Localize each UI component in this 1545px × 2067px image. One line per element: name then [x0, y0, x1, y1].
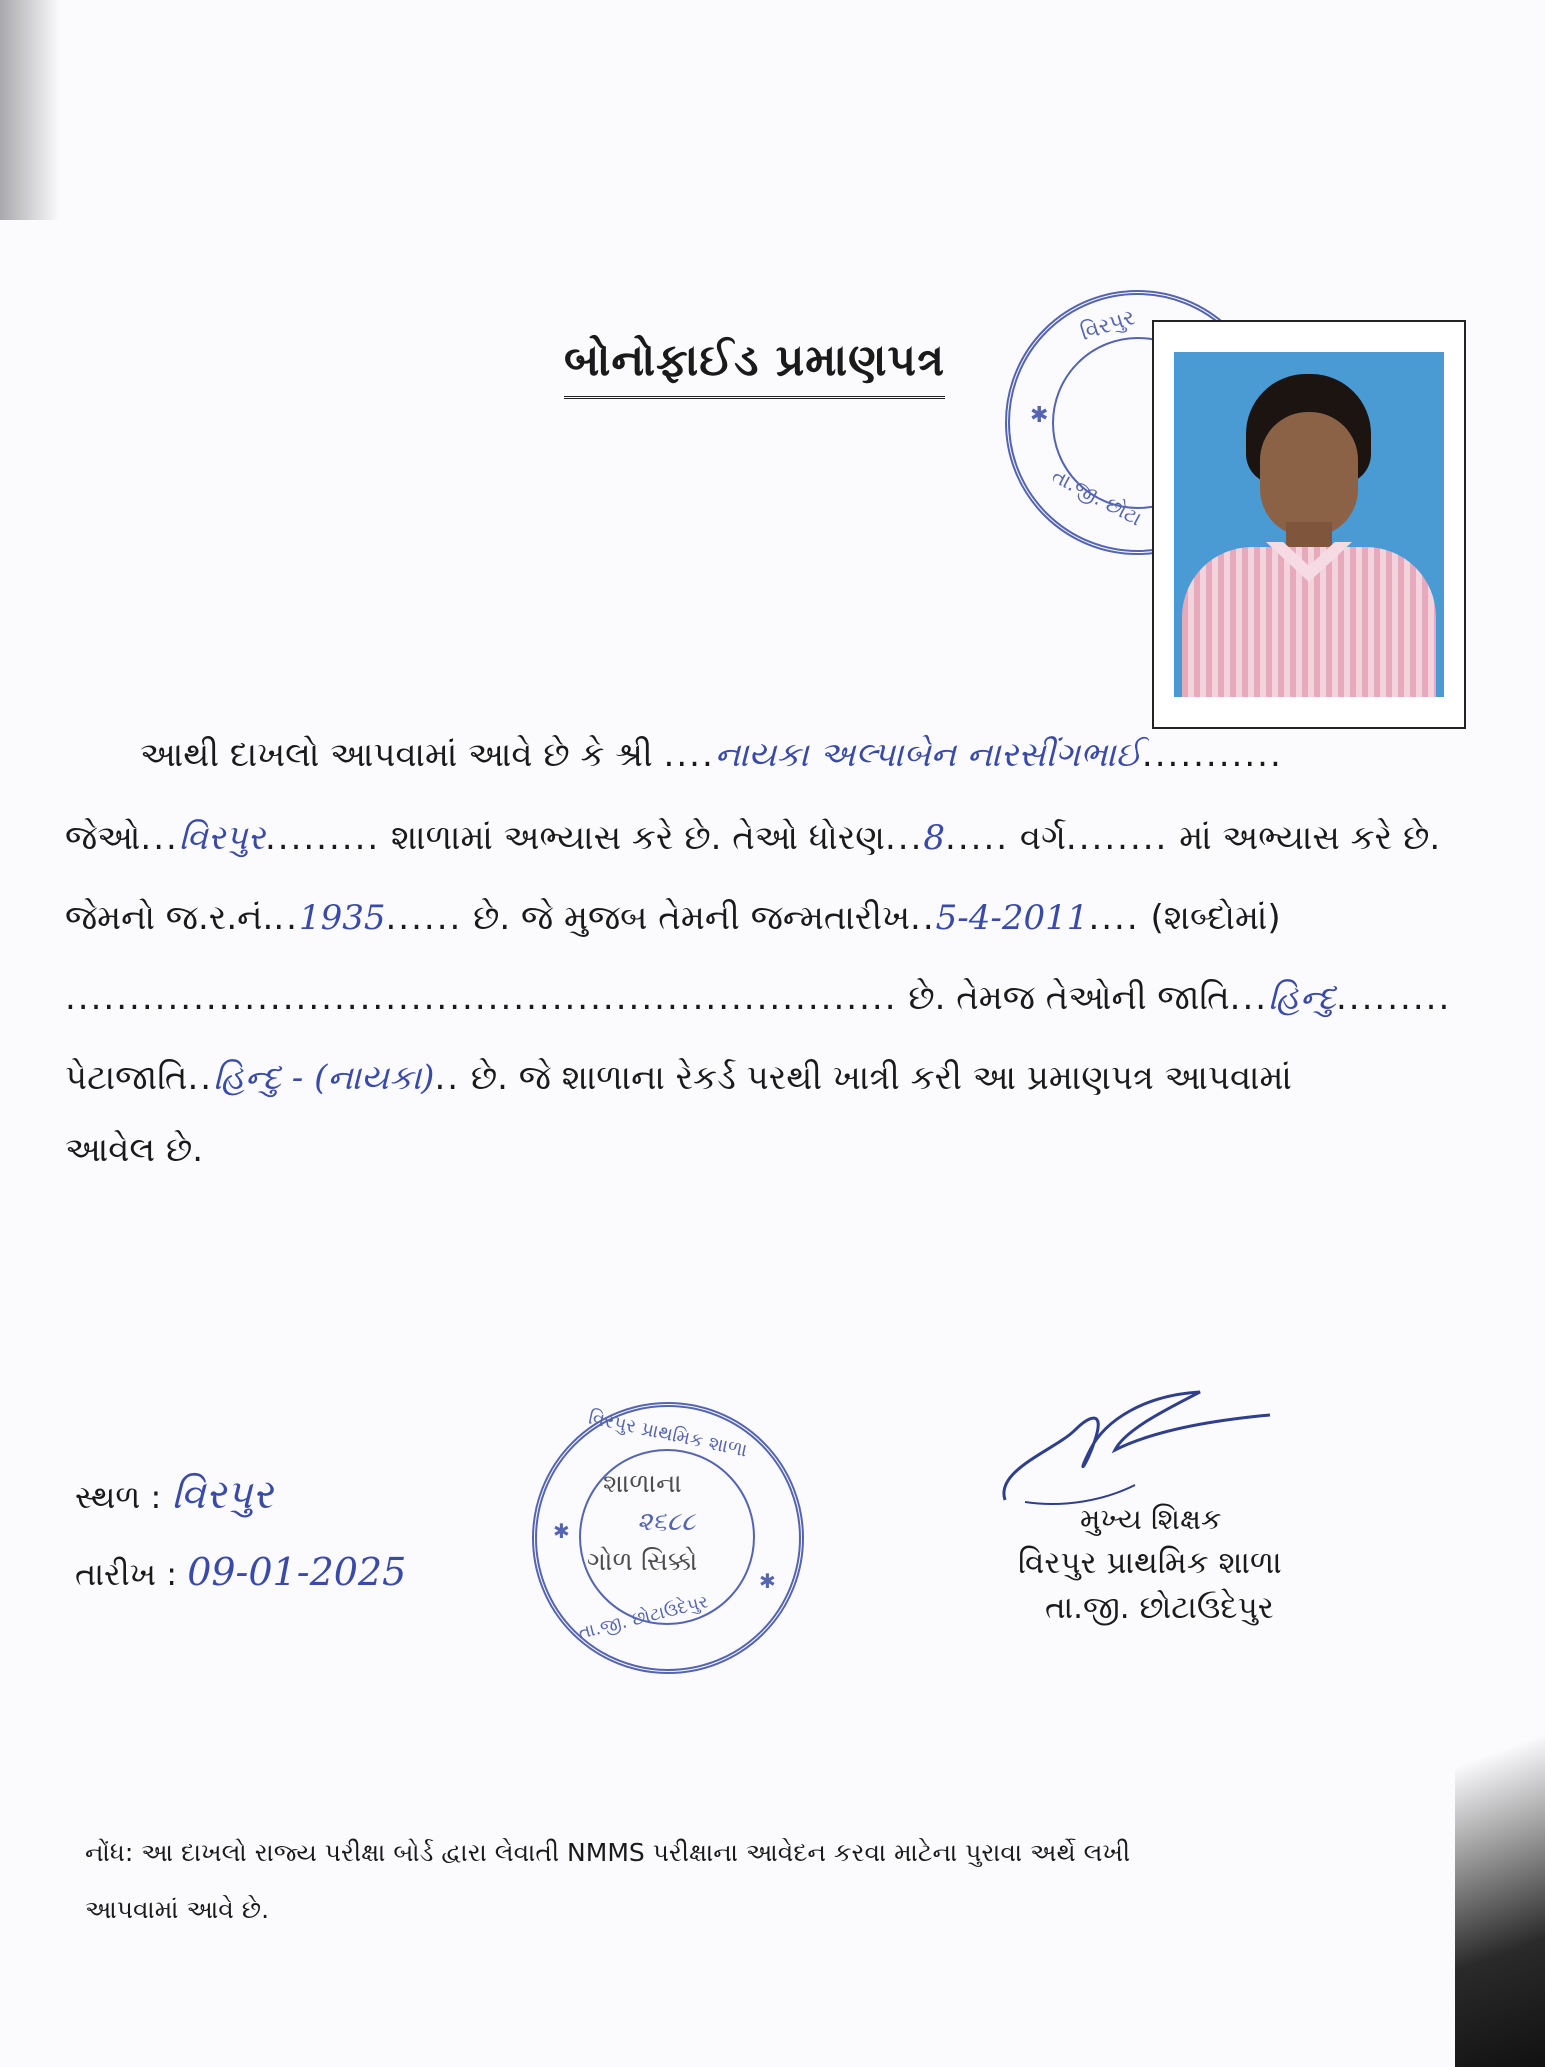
line3-mid: છે. જે મુજબ તેમની જન્મતારીખ	[473, 898, 911, 938]
certificate-line-3: જેમનો જ.ર.નં...1935...... છે. જે મુજબ તેમની જન્મતારીખ..5-4-2011.... (શબ્દોમાં)	[65, 898, 1281, 938]
signatory-title: મુખ્ય શિક્ષક	[1080, 1502, 1222, 1536]
line2-suffix: માં અભ્યાસ કરે છે.	[1179, 818, 1441, 858]
date-label: તારીખ :	[75, 1555, 178, 1593]
stamp-star-right-icon: ✱	[759, 1569, 776, 1593]
gr-number-value: 1935	[298, 898, 386, 938]
certificate-line-5: પેટાજાતિ..હિન્દુ - (નાયકા).. છે. જે શાળાના રેકર્ડ પરથી ખાત્રી કરી આ પ્રમાણપત્ર આપવામાં	[65, 1058, 1292, 1098]
line5-prefix: પેટાજાતિ	[65, 1058, 188, 1098]
stamp-star-left-icon: ✱	[553, 1519, 570, 1543]
date-value: 09-01-2025	[187, 1550, 407, 1594]
note-line-2: આપવામાં આવે છે.	[85, 1895, 270, 1924]
line5-suffix: છે. જે શાળાના રેકર્ડ પરથી ખાત્રી કરી આ પ્રમાણપત્ર આપવામાં	[470, 1058, 1292, 1098]
line2-mid1: શાળામાં અભ્યાસ કરે છે. તેઓ ધોરણ	[391, 818, 885, 858]
signatory-school: વિરપુર પ્રાથમિક શાળા	[1018, 1545, 1282, 1581]
line3-prefix: જેમનો જ.ર.નં.	[65, 898, 274, 938]
student-photo	[1174, 352, 1444, 697]
page-shadow-left	[0, 0, 60, 220]
certificate-title: બોનોફાઈડ પ્રમાણપત્ર	[564, 335, 945, 399]
line2-prefix: જેઓ	[65, 818, 141, 858]
certificate-line-6: આવેલ છે.	[65, 1130, 204, 1170]
stamp-top-ring-text: વિરપુર	[1077, 305, 1139, 346]
stamp-star-icon: ✱	[1030, 403, 1049, 428]
stamp-top-bottom-text: તા.જી. છોટા	[1048, 463, 1146, 531]
note-line-1: નોંધ: આ દાખલો રાજ્ય પરીક્ષા બોર્ડ દ્વારા લેવાતી NMMS પરીક્ષાના આવેદન કરવા માટેના પુરાવા અર્થે લખી	[85, 1838, 1131, 1867]
stamp-line-1: શાળાના	[603, 1469, 682, 1499]
subcaste-value: હિન્દુ - (નાયકા)	[213, 1058, 435, 1098]
line2-mid2: વર્ગ	[1019, 818, 1066, 858]
stamp-line-2: ૨૬૮૮	[637, 1507, 696, 1537]
certificate-line-2: જેઓ...વિરપુર......... શાળામાં અભ્યાસ કરે છે. તેઓ ધોરણ...8..... વર્ગ........ માં અભ્યાસ કરે છે.	[65, 818, 1441, 858]
caste-value: હિન્દુ	[1268, 978, 1336, 1018]
student-name-value: નાયકા અલ્પાબેન નારસીંગભાઈ	[714, 735, 1142, 775]
stamp-ring-text: વિરપુર પ્રાથમિક શાળા	[586, 1406, 750, 1462]
stamp-bottom-text: તા.જી. છોટાઉદેપુર	[576, 1591, 711, 1644]
line1-prefix: આથી દાખલો આપવામાં આવે છે કે શ્રી	[140, 735, 653, 775]
place-label: સ્થળ :	[75, 1478, 162, 1516]
place-value: વિરપુર	[171, 1472, 273, 1518]
school-round-stamp	[532, 1402, 804, 1674]
standard-value: 8	[923, 818, 946, 858]
line3-suffix: (શબ્દોમાં)	[1150, 898, 1281, 938]
birth-date-value: 5-4-2011	[935, 898, 1089, 938]
signatory-taluka: તા.જી. છોટાઉદેપુર	[1045, 1590, 1274, 1626]
student-photo-frame	[1152, 320, 1466, 729]
page-shadow-right	[1455, 1587, 1545, 2067]
certificate-line-1: આથી દાખલો આપવામાં આવે છે કે શ્રી ....નાયકા અલ્પાબેન નારસીંગભાઈ...........	[140, 735, 1283, 775]
date-row	[75, 1550, 406, 1594]
certificate-line-4: ................................................................. છે. તેમજ તેઓની જાતિ...હિન્દુ.........	[65, 978, 1452, 1018]
place-row	[75, 1472, 273, 1518]
line4-mid: છે. તેમજ તેઓની જાતિ	[908, 978, 1230, 1018]
school-name-value: વિરપુર	[178, 818, 265, 858]
stamp-line-3: ગોળ સિક્કો	[587, 1547, 698, 1577]
